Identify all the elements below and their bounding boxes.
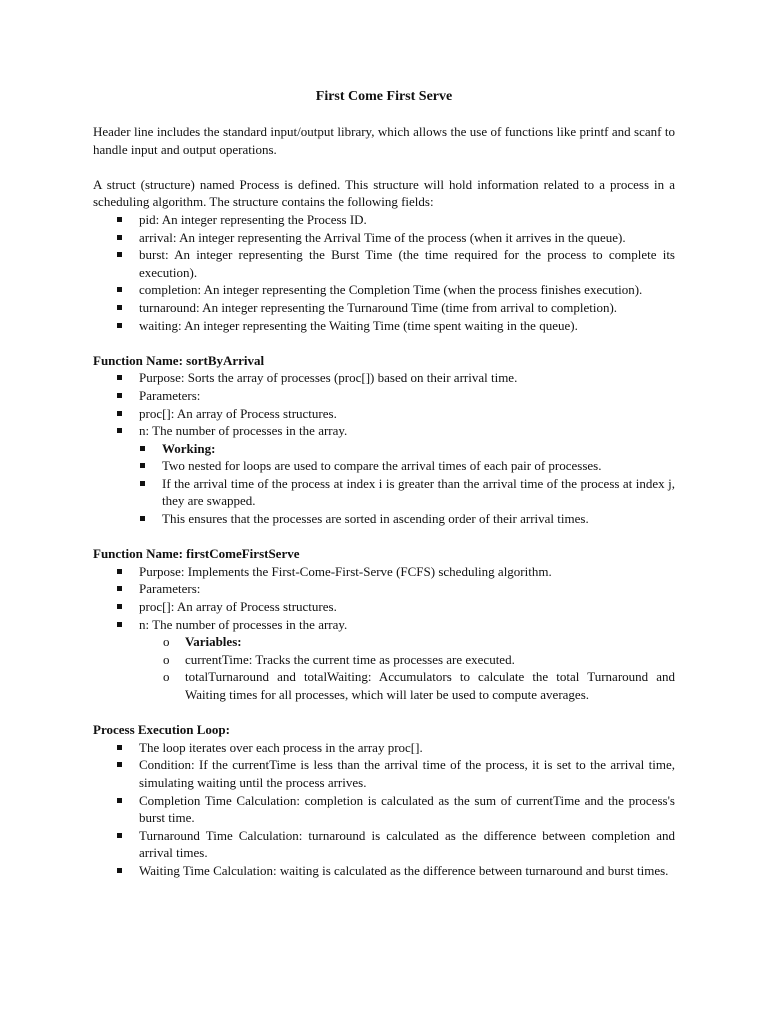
list-item-text: Completion Time Calculation: completion is calculated as the sum of currentTime and the process's burst time. [139,792,675,826]
list-item [93,651,675,669]
list-item-text: Condition: If the currentTime is less than the arrival time of the process, it is set to the arrival time, simulating waiting until the process arrives. [139,757,675,790]
list-item [93,598,675,616]
list-item [93,281,675,299]
list-item [93,299,675,317]
square-bullet-icon [117,622,122,627]
list-item-text: pid: An integer representing the Process ID. [139,211,367,227]
list-item [93,580,675,598]
circle-bullet-icon: o [163,669,170,685]
square-bullet-icon [117,217,122,222]
list-item-text: burst: An integer representing the Burst Time (the time required for the process to complete its execution). [139,247,675,280]
sort-item-list [93,369,675,527]
list-item-text: Parameters: [139,581,201,597]
square-bullet-icon [117,762,122,767]
list-item-text: totalTurnaround and totalWaiting: Accumulators to calculate the total Turnaround and Waiting times for all processes, which will later be used to compute averages. [185,669,675,702]
list-item [93,405,675,423]
list-item [93,422,675,440]
spacer [93,334,675,352]
square-bullet-icon [117,375,122,380]
square-bullet-icon [117,252,122,257]
square-bullet-icon [117,411,122,416]
document-title: First Come First Serve [315,89,453,104]
list-item-text: Turnaround Time Calculation: turnaround is calculated as the difference between completion and arrival times. [139,827,675,861]
list-item [93,668,675,703]
document-page [93,88,675,880]
list-item [93,475,675,510]
list-item [93,510,675,528]
list-item-text: currentTime: Tracks the current time as processes are executed. [185,651,515,667]
list-item-text: proc[]: An array of Process structures. [139,405,337,421]
square-bullet-icon [117,235,122,240]
section-heading-sort: Function Name: sortByArrival [93,352,265,368]
intro-paragraph: Header line includes the standard input/output library, which allows the use of functions like printf and scanf to handle input and output operations. [93,124,675,157]
square-bullet-icon [117,287,122,292]
list-item [93,457,675,475]
loop-item-list [93,739,675,880]
list-item [93,246,675,281]
list-item-text: arrival: An integer representing the Arrival Time of the process (when it arrives in the queue). [139,229,626,245]
list-item [93,862,675,880]
list-item-text: The loop iterates over each process in the array proc[]. [139,739,423,755]
square-bullet-icon [140,481,145,486]
list-item [93,633,675,651]
square-bullet-icon [117,428,122,433]
square-bullet-icon [140,463,145,468]
spacer [93,704,675,722]
square-bullet-icon [117,798,122,803]
struct-field-list [93,211,675,334]
list-item [93,739,675,757]
struct-paragraph: A struct (structure) named Process is defined. This structure will hold information related to a process in a scheduling algorithm. The structure contains the following fields: [93,176,675,210]
list-item [93,229,675,247]
spacer [93,158,675,176]
square-bullet-icon [117,569,122,574]
list-item-text: completion: An integer representing the Completion Time (when the process finishes execution). [139,282,643,298]
square-bullet-icon [117,868,122,873]
section-heading-loop: Process Execution Loop: [93,722,230,738]
list-item-text: Parameters: [139,387,201,403]
list-item [93,792,675,827]
list-item [93,563,675,581]
list-item-text: n: The number of processes in the array. [139,423,348,439]
list-item-text: Purpose: Implements the First-Come-First-Serve (FCFS) scheduling algorithm. [139,563,552,579]
list-item-text: If the arrival time of the process at index i is greater than the arrival time of the process at index j, they are swapped. [162,475,675,509]
circle-bullet-icon: o [163,651,170,667]
list-item-text: waiting: An integer representing the Waiting Time (time spent waiting in the queue). [139,317,578,333]
square-bullet-icon [117,586,122,591]
section-heading-fcfs: Function Name: firstComeFirstServe [93,546,300,562]
square-bullet-icon [140,516,145,521]
list-item [93,387,675,405]
list-item-text: Two nested for loops are used to compare the arrival times of each pair of processes. [162,458,602,474]
list-item [93,211,675,229]
list-item-text: Waiting Time Calculation: waiting is calculated as the difference between turnaround and burst times. [139,862,669,878]
list-item-text: turnaround: An integer representing the Turnaround Time (time from arrival to completion). [139,299,618,315]
list-item-text: Purpose: Sorts the array of processes (proc[]) based on their arrival time. [139,370,518,386]
working-label: Working: [162,440,216,456]
list-item [93,756,675,791]
square-bullet-icon [117,833,122,838]
square-bullet-icon [140,446,145,451]
list-item [93,827,675,862]
square-bullet-icon [117,745,122,750]
spacer [93,528,675,546]
list-item-text: This ensures that the processes are sorted in ascending order of their arrival times. [162,511,589,527]
list-item [93,369,675,387]
list-item [93,440,675,458]
square-bullet-icon [117,305,122,310]
list-item-text: proc[]: An array of Process structures. [139,599,337,615]
fcfs-item-list [93,563,675,704]
variables-label: Variables: [185,634,242,650]
circle-bullet-icon: o [163,634,170,650]
list-item [93,317,675,335]
square-bullet-icon [117,604,122,609]
list-item [93,616,675,634]
square-bullet-icon [117,323,122,328]
list-item-text: n: The number of processes in the array. [139,616,348,632]
square-bullet-icon [117,393,122,398]
